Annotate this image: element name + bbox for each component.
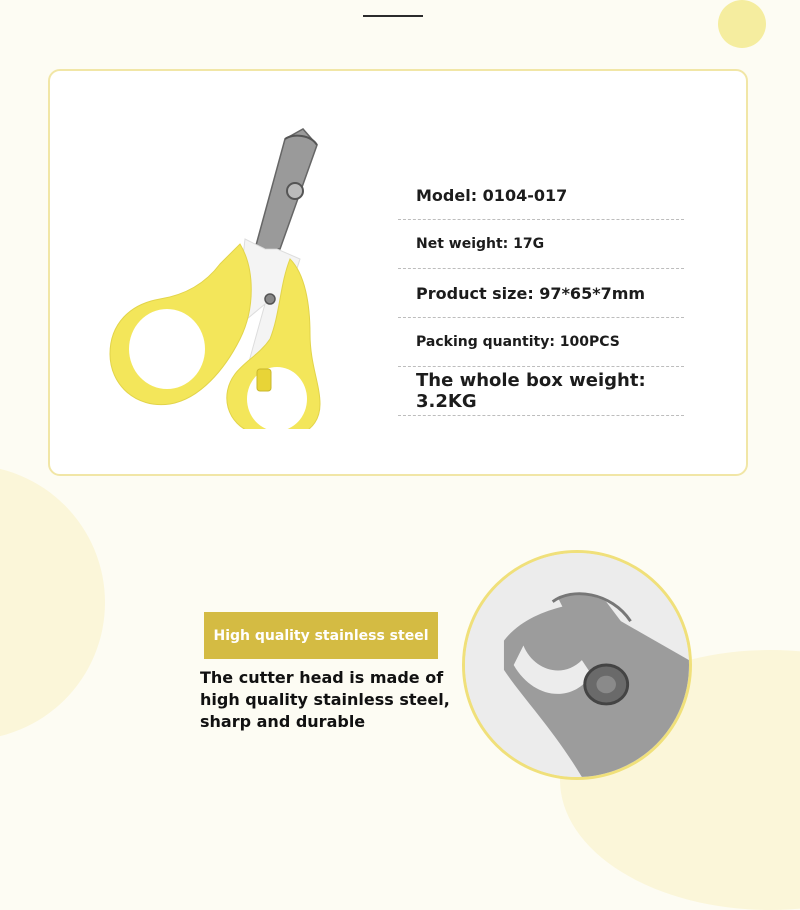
spec-list — [398, 171, 684, 416]
spec-net-weight: Net weight: 17G — [398, 220, 684, 269]
spec-model: Model: 0104-017 — [398, 171, 684, 220]
decorative-circle-top — [718, 0, 766, 48]
feature-badge: High quality stainless steel — [204, 612, 438, 659]
title-divider — [363, 15, 423, 17]
nail-scissors-icon — [105, 99, 345, 429]
spec-packing-quantity: Packing quantity: 100PCS — [398, 318, 684, 367]
spec-box-weight: The whole box weight: 3.2KG — [398, 367, 684, 416]
feature-description: The cutter head is made of high quality stainless steel, sharp and durable — [200, 668, 450, 731]
decorative-circle-left — [0, 465, 105, 740]
spec-product-size: Product size: 97*65*7mm — [398, 269, 684, 318]
cutter-head-closeup-icon — [462, 550, 692, 780]
spec-card — [48, 69, 748, 476]
